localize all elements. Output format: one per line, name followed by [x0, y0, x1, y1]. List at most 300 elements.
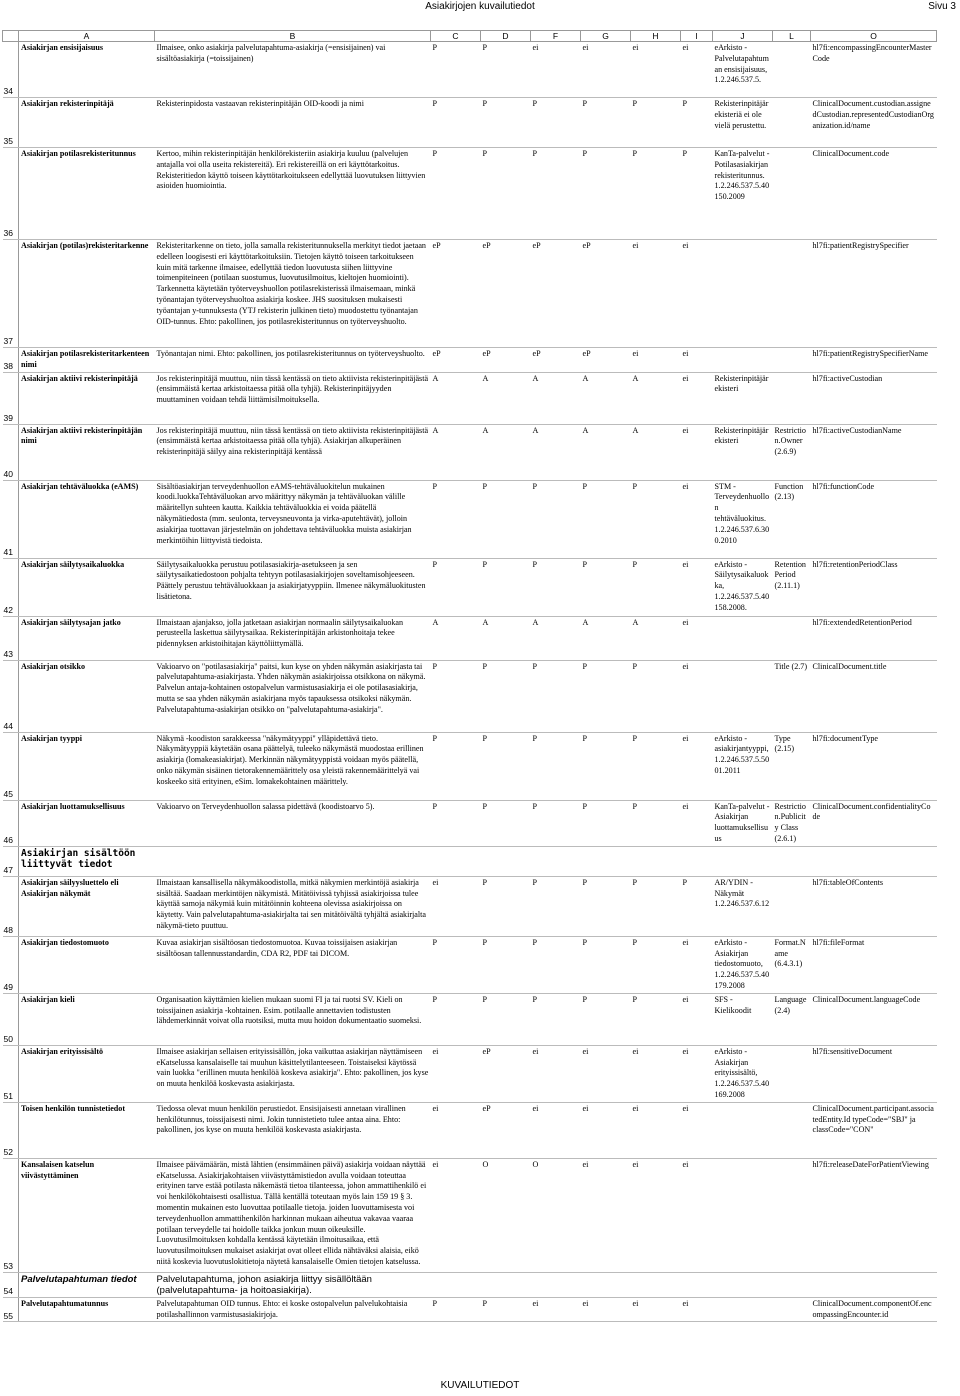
table-cell[interactable]: P — [531, 98, 581, 148]
table-cell[interactable]: eArkisto - Säilytysaikaluokka, 1.2.246.537.5.40158.2008. — [713, 558, 773, 616]
col-header[interactable]: L — [773, 31, 811, 42]
table-cell[interactable]: P — [581, 936, 631, 993]
table-cell[interactable]: SFS - Kielikoodit — [713, 993, 773, 1045]
table-cell[interactable]: eP — [481, 348, 531, 373]
table-cell[interactable]: eP — [431, 240, 481, 348]
table-cell[interactable]: P — [581, 660, 631, 732]
table-cell[interactable]: Restriction.Publicity Class (2.6.1) — [773, 800, 811, 846]
row-number[interactable]: 40 — [3, 424, 19, 480]
table-cell[interactable]: ClinicalDocument.languageCode — [811, 993, 937, 1045]
table-cell[interactable]: hl7fi:functionCode — [811, 480, 937, 558]
table-cell[interactable]: ei — [681, 372, 713, 424]
table-cell[interactable]: P — [531, 558, 581, 616]
table-cell[interactable]: A — [581, 372, 631, 424]
table-cell[interactable]: ei — [431, 1158, 481, 1272]
table-cell[interactable]: A — [431, 424, 481, 480]
table-cell[interactable] — [773, 616, 811, 660]
table-cell[interactable]: P — [581, 732, 631, 800]
table-cell[interactable]: P — [631, 876, 681, 936]
table-cell[interactable]: P — [431, 660, 481, 732]
table-cell[interactable]: P — [631, 558, 681, 616]
table-cell[interactable] — [713, 1272, 773, 1297]
table-cell[interactable]: hl7fi:patientRegistrySpecifier — [811, 240, 937, 348]
table-cell[interactable] — [773, 42, 811, 98]
table-cell[interactable] — [773, 1297, 811, 1322]
table-cell[interactable]: hl7fi:extendedRetentionPeriod — [811, 616, 937, 660]
table-cell[interactable]: ei — [681, 480, 713, 558]
col-header[interactable]: I — [681, 31, 713, 42]
table-cell[interactable] — [713, 1297, 773, 1322]
table-cell[interactable]: eP — [531, 240, 581, 348]
field-name-cell[interactable]: Asiakirjan otsikko — [19, 660, 155, 732]
table-cell[interactable]: P — [531, 800, 581, 846]
table-cell[interactable] — [773, 876, 811, 936]
table-cell[interactable]: ei — [681, 732, 713, 800]
table-cell[interactable] — [773, 846, 811, 876]
description-cell[interactable]: Ilmaistaan ajanjakso, jolla jatketaan asiakirjan normaalin säilytysaikaluokan perusteella laskettua säilytysaikaa. Rekisterinpitäjän arkistonhoitaja tekee pidennyksen arkistoihitajan käyttöliittymällä. — [155, 616, 431, 660]
table-cell[interactable]: ei — [631, 348, 681, 373]
table-cell[interactable]: ei — [681, 558, 713, 616]
table-cell[interactable] — [713, 348, 773, 373]
table-cell[interactable]: ei — [531, 1102, 581, 1158]
description-cell[interactable] — [155, 846, 431, 876]
row-number[interactable]: 44 — [3, 660, 19, 732]
table-cell[interactable]: P — [481, 1297, 531, 1322]
table-cell[interactable]: A — [631, 616, 681, 660]
field-name-cell[interactable]: Asiakirjan säilyysluettelo eli Asiakirjan näkymät — [19, 876, 155, 936]
table-cell[interactable]: hl7fi:patientRegistrySpecifierName — [811, 348, 937, 373]
col-header[interactable]: O — [811, 31, 937, 42]
table-cell[interactable]: P — [631, 936, 681, 993]
table-cell[interactable]: P — [431, 1297, 481, 1322]
field-name-cell[interactable]: Asiakirjan luottamuksellisuus — [19, 800, 155, 846]
table-cell[interactable]: eArkisto - Palvelutapahtuman ensisijaisuus, 1.2.246.537.5. — [713, 42, 773, 98]
table-cell[interactable]: P — [531, 660, 581, 732]
table-cell[interactable]: P — [431, 98, 481, 148]
table-cell[interactable]: KanTa-palvelut - Asiakirjan luottamuksellisuus — [713, 800, 773, 846]
field-name-cell[interactable]: Asiakirjan aktiivi rekisterinpitäjän nimi — [19, 424, 155, 480]
table-cell[interactable]: ei — [431, 1045, 481, 1102]
table-cell[interactable]: ClinicalDocument.code — [811, 148, 937, 240]
field-name-cell[interactable]: Asiakirjan potilasrekisteritarkenteen nimi — [19, 348, 155, 373]
table-cell[interactable]: P — [631, 660, 681, 732]
table-cell[interactable]: P — [631, 993, 681, 1045]
table-cell[interactable]: Title (2.7) — [773, 660, 811, 732]
table-cell[interactable]: P — [531, 480, 581, 558]
description-cell[interactable]: Jos rekisterinpitäjä muuttuu, niin tässä kentässä on tieto aktiivista rekisterinpitäjästä (ensimmäistä kertaa arkistoitaessa pitää olla tyhjä). Rekisterinpitäjyyden muuttaminen voidaan tehdä liittämisilmoituksella. — [155, 372, 431, 424]
table-cell[interactable]: P — [481, 993, 531, 1045]
table-cell[interactable]: P — [431, 148, 481, 240]
row-number[interactable]: 55 — [3, 1297, 19, 1322]
table-cell[interactable]: hl7fi:retentionPeriodClass — [811, 558, 937, 616]
row-number[interactable]: 49 — [3, 936, 19, 993]
table-cell[interactable] — [581, 846, 631, 876]
table-cell[interactable]: P — [631, 148, 681, 240]
table-cell[interactable]: P — [481, 660, 531, 732]
description-cell[interactable]: Jos rekisterinpitäjä muuttuu, niin tässä kentässä on tieto aktiivista rekisterinpitäjästä (ensimmäistä kertaa arkistoitaessa pitää olla tyhjä). Asiakirjan alkuperäinen rekisterinpitäjä säilyy aina rekisterinpitäjä kentässä — [155, 424, 431, 480]
table-cell[interactable]: ei — [431, 876, 481, 936]
table-cell[interactable]: eP — [481, 1102, 531, 1158]
table-cell[interactable] — [481, 846, 531, 876]
table-cell[interactable]: hl7fi:documentType — [811, 732, 937, 800]
table-cell[interactable]: P — [531, 732, 581, 800]
table-cell[interactable] — [481, 1272, 531, 1297]
table-cell[interactable]: ei — [531, 42, 581, 98]
table-cell[interactable]: ei — [531, 1045, 581, 1102]
description-cell[interactable]: Rekisterinpidosta vastaavan rekisterinpitäjän OID-koodi ja nimi — [155, 98, 431, 148]
table-cell[interactable]: A — [481, 616, 531, 660]
table-cell[interactable] — [681, 846, 713, 876]
table-cell[interactable]: ei — [681, 1297, 713, 1322]
descriptor-table — [2, 30, 937, 1322]
table-row — [3, 372, 937, 424]
table-row — [3, 1045, 937, 1102]
row-number[interactable]: 42 — [3, 558, 19, 616]
col-header[interactable]: H — [631, 31, 681, 42]
table-row — [3, 42, 937, 98]
description-cell[interactable]: Organisaation käyttämien kielien mukaan suomi FI ja tai ruotsi SV. Kieli on toissijainen asiakirja -kohtainen. Esim. potilaalle annettavien todistusten lähdemerkinnät voivat olla ruotsiksi, mutta muu hoidon dokumentaatio suomeksi. — [155, 993, 431, 1045]
table-cell[interactable]: P — [431, 936, 481, 993]
table-cell[interactable]: A — [531, 372, 581, 424]
table-cell[interactable] — [773, 1045, 811, 1102]
table-cell[interactable]: Language (2.4) — [773, 993, 811, 1045]
table-cell[interactable]: P — [431, 42, 481, 98]
table-cell[interactable] — [773, 348, 811, 373]
table-cell[interactable] — [581, 1272, 631, 1297]
table-cell[interactable] — [773, 1272, 811, 1297]
table-cell[interactable]: Type (2.15) — [773, 732, 811, 800]
table-row — [3, 936, 937, 993]
corner-cell — [3, 31, 19, 42]
table-cell[interactable]: ei — [631, 1102, 681, 1158]
table-cell[interactable]: ClinicalDocument.confidentialityCode — [811, 800, 937, 846]
table-cell[interactable] — [713, 1102, 773, 1158]
table-cell[interactable]: P — [581, 480, 631, 558]
field-name-cell[interactable]: Asiakirjan sisältöön liittyvät tiedot — [19, 846, 155, 876]
description-cell[interactable]: Ilmaisee asiakirjan sellaisen erityissisällön, joka vaikuttaa asiakirjan näyttämiseen eKatselussa kansalaiselle tai muuhun käsittelytilanteeseen. Toistaiseksi käytössä vain luokka "erillinen muuta henkilöä koskeva asiakirja". Ehto: pakollinen, jos kyse on muuta henkilöä koskevasta asiakirjasta. — [155, 1045, 431, 1102]
table-cell[interactable]: ei — [581, 1297, 631, 1322]
field-name-cell[interactable]: Asiakirjan säilytysaikaluokka — [19, 558, 155, 616]
table-cell[interactable]: P — [531, 876, 581, 936]
field-name-cell[interactable]: Asiakirjan tehtäväluokka (eAMS) — [19, 480, 155, 558]
table-cell[interactable]: Function (2.13) — [773, 480, 811, 558]
table-cell[interactable]: eP — [481, 1045, 531, 1102]
table-cell[interactable]: ei — [631, 1158, 681, 1272]
table-cell[interactable] — [631, 1272, 681, 1297]
table-cell[interactable] — [713, 240, 773, 348]
table-cell[interactable]: P — [481, 800, 531, 846]
table-cell[interactable] — [713, 846, 773, 876]
table-cell[interactable]: eP — [581, 348, 631, 373]
col-header[interactable]: J — [713, 31, 773, 42]
table-cell[interactable]: ei — [681, 348, 713, 373]
table-cell[interactable]: ei — [681, 240, 713, 348]
table-row — [3, 993, 937, 1045]
table-cell[interactable]: A — [631, 424, 681, 480]
table-cell[interactable]: P — [681, 98, 713, 148]
table-cell[interactable]: P — [531, 936, 581, 993]
field-name-cell[interactable]: Asiakirjan säilytysajan jatko — [19, 616, 155, 660]
description-cell[interactable]: Palvelutapahtuman OID tunnus. Ehto: ei koske ostopalvelun palvelukohtaisia potilashallinnon varmistusasiakirjoja. — [155, 1297, 431, 1322]
table-cell[interactable]: ei — [631, 1045, 681, 1102]
description-cell[interactable]: Sisältöasiakirjan terveydenhuollon eAMS-tehtäväluokitelun mukainen koodi.luokkaTehtäväluokan arvo määrittyy näkymän ja tehtäväluokan välille määritellyn suhteen kautta. Kaikkia tehtäväluokkia ei voida päätellä näkymätiedosta (mm. seulonta, terveysneuvonta ja virka-aputehtävät), jolloin asiakirjaa tuottavan järjestelmän on johdettava tehtäväluokka muista asiakirjan merkintöihin liittyvistä tiedoista. — [155, 480, 431, 558]
description-cell[interactable]: Ilmaistaan kansallisella näkymäkoodistolla, mitkä näkymien merkintöjä asiakirja sisältää. Saadaan merkintöjen näkymistä. Mitätöivissä tyhjissä asiakirjoissa tulee käyttää samoja näkymiä kuin mitätöinnin kohteena olevissa asiakirjoissa on käytetty. Vain palvelutapahtuma-asiakirjalta tai sen mitätöivältä tyhjältä asiakirjalta näkymä-tieto puuttuu. — [155, 876, 431, 936]
table-cell[interactable]: A — [531, 616, 581, 660]
table-cell[interactable]: A — [581, 616, 631, 660]
description-cell[interactable]: Tiedossa olevat muun henkilön perustiedot. Ensisijaisesti annetaan virallinen henkilötunnus, toissijaisesti nimi. Jokin tunnistetieto tulee antaa aina. Ehto: pakollinen, jos kyse on muuta henkilöä koskevasta asiakirjasta. — [155, 1102, 431, 1158]
table-cell[interactable]: hl7fi:activeCustodianName — [811, 424, 937, 480]
table-cell[interactable]: P — [481, 480, 531, 558]
table-cell[interactable]: ei — [581, 1102, 631, 1158]
table-row — [3, 876, 937, 936]
row-number[interactable]: 39 — [3, 372, 19, 424]
table-cell[interactable]: P — [481, 876, 531, 936]
table-cell[interactable]: P — [431, 480, 481, 558]
table-row — [3, 148, 937, 240]
page-footer: KUVAILUTIEDOT — [440, 1380, 520, 1391]
table-cell[interactable]: A — [481, 372, 531, 424]
col-header[interactable]: G — [581, 31, 631, 42]
table-cell[interactable]: ClinicalDocument.title — [811, 660, 937, 732]
table-row — [3, 480, 937, 558]
table-cell[interactable] — [811, 1272, 937, 1297]
row-number[interactable]: 54 — [3, 1272, 19, 1297]
table-cell[interactable]: hl7fi:releaseDateForPatientViewing — [811, 1158, 937, 1272]
row-number[interactable]: 35 — [3, 98, 19, 148]
description-cell[interactable]: Kuvaa asiakirjan sisältöosan tiedostomuotoa. Kuvaa toissijaisen asiakirjan sisältöosan tallennusstandardin, CDA R2, PDF tai DICOM. — [155, 936, 431, 993]
table-cell[interactable]: ClinicalDocument.participant.associatedEntity.Id typeCode="SBJ" ja classCode="CON" — [811, 1102, 937, 1158]
table-cell[interactable]: ei — [631, 240, 681, 348]
table-cell[interactable]: P — [431, 800, 481, 846]
table-cell[interactable]: ei — [681, 1045, 713, 1102]
table-cell[interactable] — [531, 846, 581, 876]
table-cell[interactable]: Rekisterinpitäjärekisteriä ei ole vielä perustettu. — [713, 98, 773, 148]
field-name-cell[interactable]: Asiakirjan ensisijaisuus — [19, 42, 155, 98]
table-cell[interactable]: eArkisto - Asiakirjan tiedostomuoto, 1.2.246.537.5.40179.2008 — [713, 936, 773, 993]
field-name-cell[interactable]: Toisen henkilön tunnistetiedot — [19, 1102, 155, 1158]
table-cell[interactable]: P — [581, 558, 631, 616]
table-row — [3, 732, 937, 800]
row-number[interactable]: 38 — [3, 348, 19, 373]
description-cell[interactable]: Kertoo, mihin rekisterinpitäjän henkilörekisteriin asiakirja kuuluu (palvelujen antajalla voi olla useita rekistereitä). Eri rekistereillä on eri käyttötarkoitus. Rekisteritiedon käyttö toiseen käyttötarkoitukseen edellyttää luovutuksen liittyvien asioiden huomiointia. — [155, 148, 431, 240]
description-cell[interactable]: Vakioarvo on "potilasasiakirja" paitsi, kun kyse on yhden näkymän asiakirjasta tai palvelutapahtuma-asiakirjasta. Yhden näkymän asiakirjoissa otsikkona on näkymä. Palvelun antaja-kohtainen ostopalvelun varmistusasiakirja ei ole potilasasiakirja, mutta se saa yhden näkymän asiakirjana myös tapauksessa otsikoksi näkymän. Palvelutapahtuma-asiakirjan otsikko on "palvelutapahtuma-asiakirja". — [155, 660, 431, 732]
table-row — [3, 348, 937, 373]
table-cell[interactable]: ei — [681, 424, 713, 480]
table-cell[interactable]: hl7fi:fileFormat — [811, 936, 937, 993]
table-cell[interactable] — [773, 240, 811, 348]
field-name-cell[interactable]: Palvelutapahtumatunnus — [19, 1297, 155, 1322]
table-cell[interactable]: P — [431, 558, 481, 616]
field-name-cell[interactable]: Asiakirjan rekisterinpitäjä — [19, 98, 155, 148]
description-cell[interactable]: Vakioarvo on Terveydenhuollon salassa pidettävä (koodistoarvo 5). — [155, 800, 431, 846]
table-cell[interactable] — [773, 372, 811, 424]
row-number[interactable]: 53 — [3, 1158, 19, 1272]
table-cell[interactable] — [681, 1272, 713, 1297]
table-cell[interactable]: P — [431, 732, 481, 800]
table-cell[interactable] — [773, 148, 811, 240]
table-cell[interactable] — [713, 1158, 773, 1272]
table-cell[interactable] — [431, 846, 481, 876]
table-cell[interactable]: Format.Name (6.4.3.1) — [773, 936, 811, 993]
table-cell[interactable]: eP — [581, 240, 631, 348]
table-cell[interactable]: STM - Terveydenhuollon tehtäväluokitus. 1.2.246.537.6.300.2010 — [713, 480, 773, 558]
table-cell[interactable]: P — [481, 558, 531, 616]
table-cell[interactable]: ei — [631, 1297, 681, 1322]
description-cell[interactable]: Säilytysaikaluokka perustuu potilasasiakirja-asetukseen ja sen säilytysaikatiedostoon pohjalta tehtyyn potilasasiakirjojen soveltamisohjeeseen. Päättely perustuu tehtäväluokkaan ja asiakirjatyyppiin. Ilmenee näkymäluokitusten lisätietona. — [155, 558, 431, 616]
row-number[interactable]: 48 — [3, 876, 19, 936]
table-cell[interactable] — [773, 1102, 811, 1158]
table-cell[interactable] — [773, 98, 811, 148]
table-cell[interactable]: P — [531, 148, 581, 240]
row-number[interactable]: 52 — [3, 1102, 19, 1158]
header-title: Asiakirjojen kuvailutiedot — [425, 1, 535, 12]
table-cell[interactable]: O — [481, 1158, 531, 1272]
table-row — [3, 800, 937, 846]
table-cell[interactable]: ei — [681, 1158, 713, 1272]
description-cell[interactable]: Ilmaisee päivämäärän, mistä lähtien (ensimmäinen päivä) asiakirja voidaan näyttää eKatselussa. Asiakirjakohtaisen viivästyttämistiedon avulla voidaan toteuttaa erityinen tarve estää potilasta näkemästä tietoa tilanteessa, johon ammattihenkilö ei voi henkilökohtaisesti osallistua. Tällä kentällä toteutaan myös lain 159 19 § 3. momentin mukainen esto luovuttaa potilaalle tietoja. joiden luovuttamisesta voi terveydenhuollon ammattihenkilön harkinnan mukaan aiheutua vakavaa vaaraa potilaan terveydelle tai hoidolle taikka jonkun muun oikeuksille. Luovutusilmoituksen kohdalla kentässä käytetään ilmoitusaikaa, että luovutusilmoituksen mukaiset asiakirjat ovat olleet ellida nähtäväksi alaisia, eikö niitä koskevia luovutuslokitietoja näytetä kansalaiselle Omien tietojen katselussa. — [155, 1158, 431, 1272]
table-cell[interactable]: hl7fi:encompassingEncounterMasterCode — [811, 42, 937, 98]
field-name-cell[interactable]: Asiakirjan (potilas)rekisteritarkenne — [19, 240, 155, 348]
table-cell[interactable]: hl7fi:sensitiveDocument — [811, 1045, 937, 1102]
table-cell[interactable]: P — [631, 732, 681, 800]
row-number[interactable]: 50 — [3, 993, 19, 1045]
page-header — [0, 0, 960, 14]
table-row — [3, 1158, 937, 1272]
col-header[interactable]: B — [155, 31, 431, 42]
table-cell[interactable]: P — [631, 480, 681, 558]
table-cell[interactable]: KanTa-palvelut - Potilasasiakirjan rekisteritunnus. 1.2.246.537.5.40150.2009 — [713, 148, 773, 240]
table-cell[interactable]: ei — [581, 1045, 631, 1102]
field-name-cell[interactable]: Asiakirjan aktiivi rekisterinpitäjä — [19, 372, 155, 424]
field-name-cell[interactable]: Asiakirjan potilasrekisteritunnus — [19, 148, 155, 240]
row-number[interactable]: 43 — [3, 616, 19, 660]
description-cell[interactable]: Ilmaisee, onko asiakirja palvelutapahtuma-asiakirja (=ensisijainen) vai sisältöasiakirja (=toissijainen) — [155, 42, 431, 98]
table-cell[interactable]: A — [481, 424, 531, 480]
table-cell[interactable]: ei — [581, 1158, 631, 1272]
table-cell[interactable]: ei — [581, 42, 631, 98]
row-number[interactable]: 51 — [3, 1045, 19, 1102]
table-cell[interactable]: ei — [681, 660, 713, 732]
table-row — [3, 240, 937, 348]
field-name-cell[interactable]: Palvelutapahtuman tiedot — [19, 1272, 155, 1297]
table-cell[interactable]: Rekisterinpitäjärekisteri — [713, 424, 773, 480]
table-cell[interactable]: Restriction.Owner (2.6.9) — [773, 424, 811, 480]
row-number[interactable]: 37 — [3, 240, 19, 348]
field-name-cell[interactable]: Asiakirjan kieli — [19, 993, 155, 1045]
table-cell[interactable]: P — [481, 148, 531, 240]
table-cell[interactable]: ei — [681, 936, 713, 993]
table-row — [3, 1297, 937, 1322]
table-cell[interactable]: ClinicalDocument.custodian.assignedCustodian.representedCustodianOrganization.id/name — [811, 98, 937, 148]
table-row — [3, 1272, 937, 1297]
field-name-cell[interactable]: Asiakirjan tiedostomuoto — [19, 936, 155, 993]
description-cell[interactable]: Rekisteritarkenne on tieto, jolla samalla rekisteritunnuksella merkityt tiedot jaetaan edelleen loogisesti eri käyttötarkoituksiin. Tietojen käyttö toiseen tarkoitukseen kuin mitä tarkenne ilmaisee, edellyttää tiedon luovutusta siihen liittyvine toimenpiteineen (potilaan suostumus, luovutusilmoitus, kieltojen huomiointi). Tarkennetta käytetään työterveyshuollon potilasrekisterissä ilmaisemaan, minkä työnantajan työterveyshuoltoa asiakirja koskee. JHS suosituksen mukaisesti työantajan y-tunnuksesta (YTJ rekisterin julkinen tieto) muodostettu työnantajan OID-tunnus. Ehto: pakollinen, jos potilasrekisteritunnus on työterveyshuolto. — [155, 240, 431, 348]
table-cell[interactable]: A — [531, 424, 581, 480]
table-cell[interactable]: eArkisto - Asiakirjan erityissisältö, 1.2.246.537.5.40169.2008 — [713, 1045, 773, 1102]
description-cell[interactable]: Työnantajan nimi. Ehto: pakollinen, jos potilasrekisteritunnus on työterveyshuolto. — [155, 348, 431, 373]
table-cell[interactable]: P — [581, 148, 631, 240]
table-cell[interactable]: Retention Period (2.11.1) — [773, 558, 811, 616]
table-row — [3, 616, 937, 660]
table-cell[interactable]: ei — [631, 42, 681, 98]
table-cell[interactable] — [531, 1272, 581, 1297]
table-cell[interactable]: P — [631, 800, 681, 846]
table-cell[interactable]: A — [431, 616, 481, 660]
table-cell[interactable]: P — [481, 936, 531, 993]
table-cell[interactable]: Rekisterinpitäjärekisteri — [713, 372, 773, 424]
table-cell[interactable]: A — [431, 372, 481, 424]
table-cell[interactable]: P — [481, 98, 531, 148]
table-cell[interactable] — [713, 660, 773, 732]
table-cell[interactable]: A — [581, 424, 631, 480]
table-cell[interactable]: A — [631, 372, 681, 424]
table-cell[interactable]: AR/YDIN - Näkymät 1.2.246.537.6.12 — [713, 876, 773, 936]
table-cell[interactable]: eP — [531, 348, 581, 373]
table-row — [3, 846, 937, 876]
table-cell[interactable]: P — [681, 148, 713, 240]
table-cell[interactable]: ei — [681, 42, 713, 98]
table-cell[interactable]: P — [581, 800, 631, 846]
table-cell[interactable]: ClinicalDocument.componentOf.encompassingEncounter.id — [811, 1297, 937, 1322]
table-cell[interactable]: ei — [681, 616, 713, 660]
table-cell[interactable]: ei — [681, 1102, 713, 1158]
table-cell[interactable]: ei — [681, 993, 713, 1045]
row-number[interactable]: 47 — [3, 846, 19, 876]
col-header[interactable]: A — [19, 31, 155, 42]
row-number[interactable]: 34 — [3, 42, 19, 98]
table-cell[interactable]: P — [581, 98, 631, 148]
row-number[interactable]: 46 — [3, 800, 19, 846]
table-row — [3, 424, 937, 480]
table-row — [3, 98, 937, 148]
table-cell[interactable] — [811, 846, 937, 876]
col-header[interactable]: D — [481, 31, 531, 42]
table-cell[interactable]: ei — [531, 1297, 581, 1322]
field-name-cell[interactable]: Kansalaisen katselun viivästyttäminen — [19, 1158, 155, 1272]
col-header[interactable]: C — [431, 31, 481, 42]
description-cell[interactable]: Palvelutapahtuma, johon asiakirja liittyy sisällöltään (palvelutapahtuma- ja hoitoasiakirja). — [155, 1272, 431, 1297]
table-cell[interactable] — [631, 846, 681, 876]
table-cell[interactable]: hl7fi:tableOfContents — [811, 876, 937, 936]
table-cell[interactable]: P — [531, 993, 581, 1045]
table-cell[interactable]: P — [481, 42, 531, 98]
table-cell[interactable]: P — [581, 876, 631, 936]
table-cell[interactable]: P — [631, 98, 681, 148]
col-header[interactable]: F — [531, 31, 581, 42]
table-cell[interactable]: eArkisto - asiakirjantyyppi, 1.2.246.537.5.5001.2011 — [713, 732, 773, 800]
table-cell[interactable]: P — [581, 993, 631, 1045]
table-cell[interactable]: hl7fi:activeCustodian — [811, 372, 937, 424]
table-cell[interactable]: ei — [681, 800, 713, 846]
row-number[interactable]: 45 — [3, 732, 19, 800]
field-name-cell[interactable]: Asiakirjan erityissisältö — [19, 1045, 155, 1102]
table-row — [3, 660, 937, 732]
field-name-cell[interactable]: Asiakirjan tyyppi — [19, 732, 155, 800]
row-number[interactable]: 41 — [3, 480, 19, 558]
table-cell[interactable]: eP — [431, 348, 481, 373]
table-cell[interactable] — [713, 616, 773, 660]
table-cell[interactable] — [431, 1272, 481, 1297]
table-cell[interactable]: ei — [431, 1102, 481, 1158]
table-cell[interactable] — [773, 1158, 811, 1272]
table-cell[interactable]: P — [681, 876, 713, 936]
table-cell[interactable]: P — [481, 732, 531, 800]
row-number[interactable]: 36 — [3, 148, 19, 240]
table-cell[interactable]: eP — [481, 240, 531, 348]
description-cell[interactable]: Näkymä -koodiston sarakkeessa "näkymätyyppi" ylläpidettävä tieto. Näkymätyyppiä käytetään osana päättelyä, tuleeko näkymästä muodostaa erillinen asiakirja (lomakeasiakirjat). Merkinnän näkymätyyppistä voidaan myös päätellä, onko näkymän sisäinen tietorakennemäärittely osa yleistä rakennemäärittelyä vai koskeeko sitä erityinen, eSim. lomakekohtainen määrittely. — [155, 732, 431, 800]
table-cell[interactable]: O — [531, 1158, 581, 1272]
table-cell[interactable]: P — [431, 993, 481, 1045]
